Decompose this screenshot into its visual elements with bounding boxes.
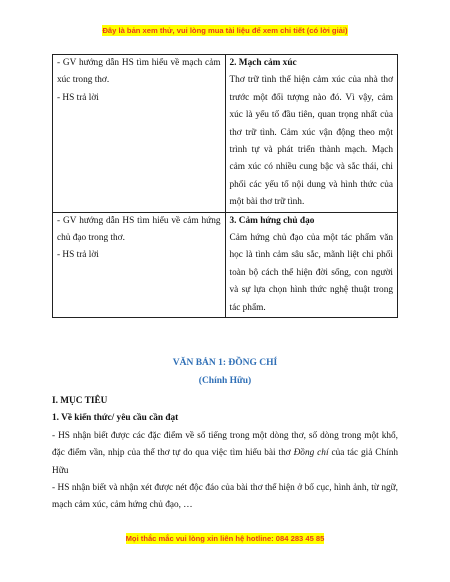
paragraph-text: - HS nhận biết được các đặc điểm về số tiếng trong một dòng thơ, số dòng trong một khổ, đặc điểm vần, nhịp của thể thơ tự do qua việc tìm hiểu bài thơ [52,430,398,459]
activity-line: - GV hướng dẫn HS tìm hiểu về mạch cảm xúc trong thơ. [57,58,221,86]
hotline-footer [0,534,450,543]
content-body: Cảm hứng chủ đạo của một tác phẩm văn học là tình cảm sâu sắc, mãnh liệt chi phối toàn bộ cách thể hiện đời sống, con người và sự lựa chọn hình thức nghệ thuật trong tác phẩm. [229,233,393,313]
content-cell [225,212,398,317]
content-heading: 2. Mạch cảm xúc [229,58,297,68]
subsection-heading: 1. Về kiến thức/ yêu cầu cần đạt [52,413,179,424]
table-row [53,212,398,317]
activity-line: - HS trả lời [57,250,99,261]
text-title: VĂN BẢN 1: ĐỒNG CHÍ [172,358,278,368]
section-heading: I. MỤC TIÊU [52,396,108,406]
content-cell [225,55,398,213]
content-body: Thơ trữ tình thể hiện cảm xúc của nhà thơ trước một đối tượng nào đó. Vì vậy, cảm xúc là yếu tố đầu tiên, quan trọng nhất của thơ trữ tình. Cảm xúc vận động theo một trình tự và phát triển thành mạch. Mạch cảm xúc có nhiều cung bậc và sắc thái, chi phối các yếu tố nội dung và hình thức của một bài thơ trữ tình. [229,75,393,208]
footer-text: Mọi thắc mắc vui lòng xin liên hệ hotline: 084 283 45 85 [125,534,325,543]
objective-paragraph [52,428,398,480]
objectives-section [52,393,398,515]
lesson-table [52,54,398,318]
table-row [53,55,398,213]
poem-title: Đồng chí [293,448,329,459]
teacher-activity-cell [53,55,226,213]
objective-paragraph: - HS nhận biết và nhận xét được nét độc đáo của bài thơ thể hiện ở bố cục, hình ảnh, từ ngữ, mạch cảm xúc, cảm hứng chủ đạo, … [52,483,398,511]
banner-text: Đây là bản xem thử, vui lòng mua tài liệu để xem chi tiết (có lời giải) [102,26,348,35]
teacher-activity-cell [53,212,226,317]
text-author: (Chính Hữu) [198,376,252,386]
paragraph-text: của tác giả Chính Hữu [52,448,399,476]
activity-line: - GV hướng dẫn HS tìm hiểu về cảm hứng chủ đạo trong thơ. [57,215,221,244]
content-heading: 3. Cảm hứng chủ đạo [229,215,315,226]
activity-line: - HS trả lời [57,92,99,103]
preview-banner [0,26,450,35]
